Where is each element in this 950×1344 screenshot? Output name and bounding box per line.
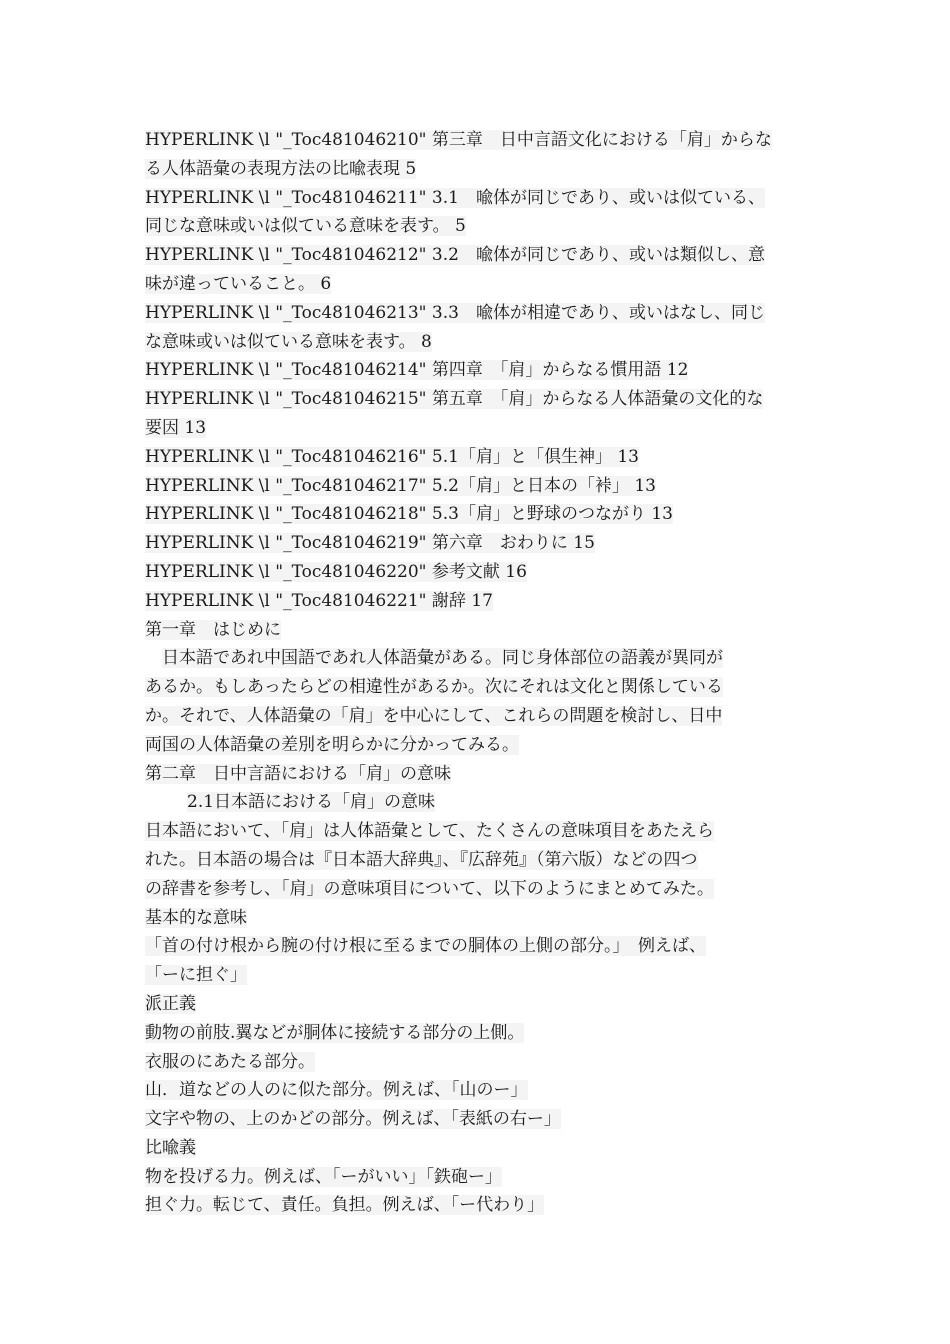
document-line <box>145 529 810 558</box>
line-text: 文字や物の、上のかどの部分。例えば、「表紙の右ー」 <box>145 1109 561 1130</box>
line-text: 日本語であれ中国語であれ人体語彙がある。同じ身体部位の語義が異同が <box>162 648 723 669</box>
document-line <box>145 904 810 933</box>
line-text: な意味或いは似ている意味を表す。 8 <box>145 331 432 352</box>
document-body <box>145 126 810 1220</box>
line-text: HYPERLINK \l "_Toc481046212" 3.2 喩体が同じであり、或いは類似し、意 <box>145 245 765 266</box>
line-text: 要因 13 <box>145 417 207 438</box>
line-text: 比喩義 <box>145 1137 196 1158</box>
document-line <box>145 414 810 443</box>
line-text: 基本的な意味 <box>145 907 247 928</box>
document-line <box>145 558 810 587</box>
line-text: 日本語において、「肩」は人体語彙として、たくさんの意味項目をあたえら <box>145 821 714 842</box>
line-text: 両国の人体語彙の差別を明らかに分かってみる。 <box>145 734 519 755</box>
line-text: か。それで、人体語彙の「肩」を中心にして、これらの問題を検討し、日中 <box>145 705 723 726</box>
line-text: HYPERLINK \l "_Toc481046211" 3.1 喩体が同じであり、或いは似ている、 <box>145 187 765 208</box>
line-text: 派正義 <box>145 993 196 1014</box>
line-text: 2.1日本語における「肩」の意味 <box>187 792 436 813</box>
document-line <box>145 990 810 1019</box>
line-text: HYPERLINK \l "_Toc481046217" 5.2「肩」と日本の「裃」 13 <box>145 475 656 496</box>
document-line <box>145 875 810 904</box>
line-text: HYPERLINK \l "_Toc481046221" 謝辞 17 <box>145 590 493 611</box>
line-text: る人体語彙の表現方法の比喩表現 5 <box>145 158 417 179</box>
line-text: あるか。もしあったらどの相違性があるか。次にそれは文化と関係している <box>145 677 723 698</box>
line-text: 「首の付け根から腕の付け根に至るまでの胴体の上側の部分。」 例えば、 <box>145 936 706 957</box>
line-text: HYPERLINK \l "_Toc481046219" 第六章 おわりに 15 <box>145 533 595 554</box>
document-line <box>145 443 810 472</box>
line-text: HYPERLINK \l "_Toc481046214" 第四章 「肩」からなる慣用語 12 <box>145 360 689 381</box>
line-text: 衣服のにあたる部分。 <box>145 1051 315 1072</box>
document-line <box>145 1019 810 1048</box>
document-line <box>145 817 810 846</box>
document-line <box>145 356 810 385</box>
document-line <box>145 184 810 213</box>
document-line <box>145 299 810 328</box>
document-line <box>145 385 810 414</box>
document-line <box>145 500 810 529</box>
line-text: HYPERLINK \l "_Toc481046216" 5.1「肩」と「倶生神」 13 <box>145 446 639 467</box>
line-text: 担ぐ力。転じて、責任。負担。例えば、「ー代わり」 <box>145 1195 545 1216</box>
line-text: 「ーに担ぐ」 <box>145 965 247 986</box>
document-line <box>145 932 810 961</box>
line-text: 第一章 はじめに <box>145 619 281 640</box>
line-text: 第二章 日中言語における「肩」の意味 <box>145 763 451 784</box>
document-line <box>145 126 810 155</box>
document-line <box>145 702 810 731</box>
line-text: 動物の前肢.翼などが胴体に接続する部分の上側。 <box>145 1022 525 1043</box>
document-line <box>145 1163 810 1192</box>
line-text: 山．道などの人のに似た部分。例えば、「山のー」 <box>145 1080 528 1101</box>
document-line <box>145 1076 810 1105</box>
document-line <box>145 587 810 616</box>
line-text: の辞書を参考し、「肩」の意味項目について、以下のようにまとめてみた。 <box>145 878 714 899</box>
document-line <box>145 616 810 645</box>
line-text: HYPERLINK \l "_Toc481046215" 第五章 「肩」からなる人体語彙の文化的な <box>145 389 764 410</box>
document-line <box>145 846 810 875</box>
line-text: HYPERLINK \l "_Toc481046218" 5.3「肩」と野球のつながり 13 <box>145 504 673 525</box>
document-line <box>145 788 810 817</box>
document-line <box>145 328 810 357</box>
line-text: 物を投げる力。例えば、「ーがいい」「鉄砲ー」 <box>145 1166 502 1187</box>
line-text: HYPERLINK \l "_Toc481046220" 参考文献 16 <box>145 561 527 582</box>
document-line <box>145 270 810 299</box>
line-text: HYPERLINK \l "_Toc481046210" 第三章 日中言語文化における「肩」からな <box>145 130 772 150</box>
document-line <box>145 1191 810 1220</box>
line-text: れた。日本語の場合は『日本語大辞典』、『広辞苑』（第六版）などの四つ <box>145 849 698 870</box>
document-line <box>145 1134 810 1163</box>
line-text: 味が違っていること。 6 <box>145 273 332 294</box>
line-text: HYPERLINK \l "_Toc481046213" 3.3 喩体が相違であり、或いはなし、同じ <box>145 302 765 323</box>
line-text: 同じな意味或いは似ている意味を表す。 5 <box>145 216 466 237</box>
document-line <box>145 1105 810 1134</box>
document-line <box>145 472 810 501</box>
document-line <box>145 673 810 702</box>
document-line <box>145 961 810 990</box>
document-line <box>145 212 810 241</box>
document-line <box>145 644 810 673</box>
document-line <box>145 155 810 184</box>
document-line <box>145 760 810 789</box>
document-line <box>145 1048 810 1077</box>
document-line <box>145 731 810 760</box>
document-line <box>145 241 810 270</box>
